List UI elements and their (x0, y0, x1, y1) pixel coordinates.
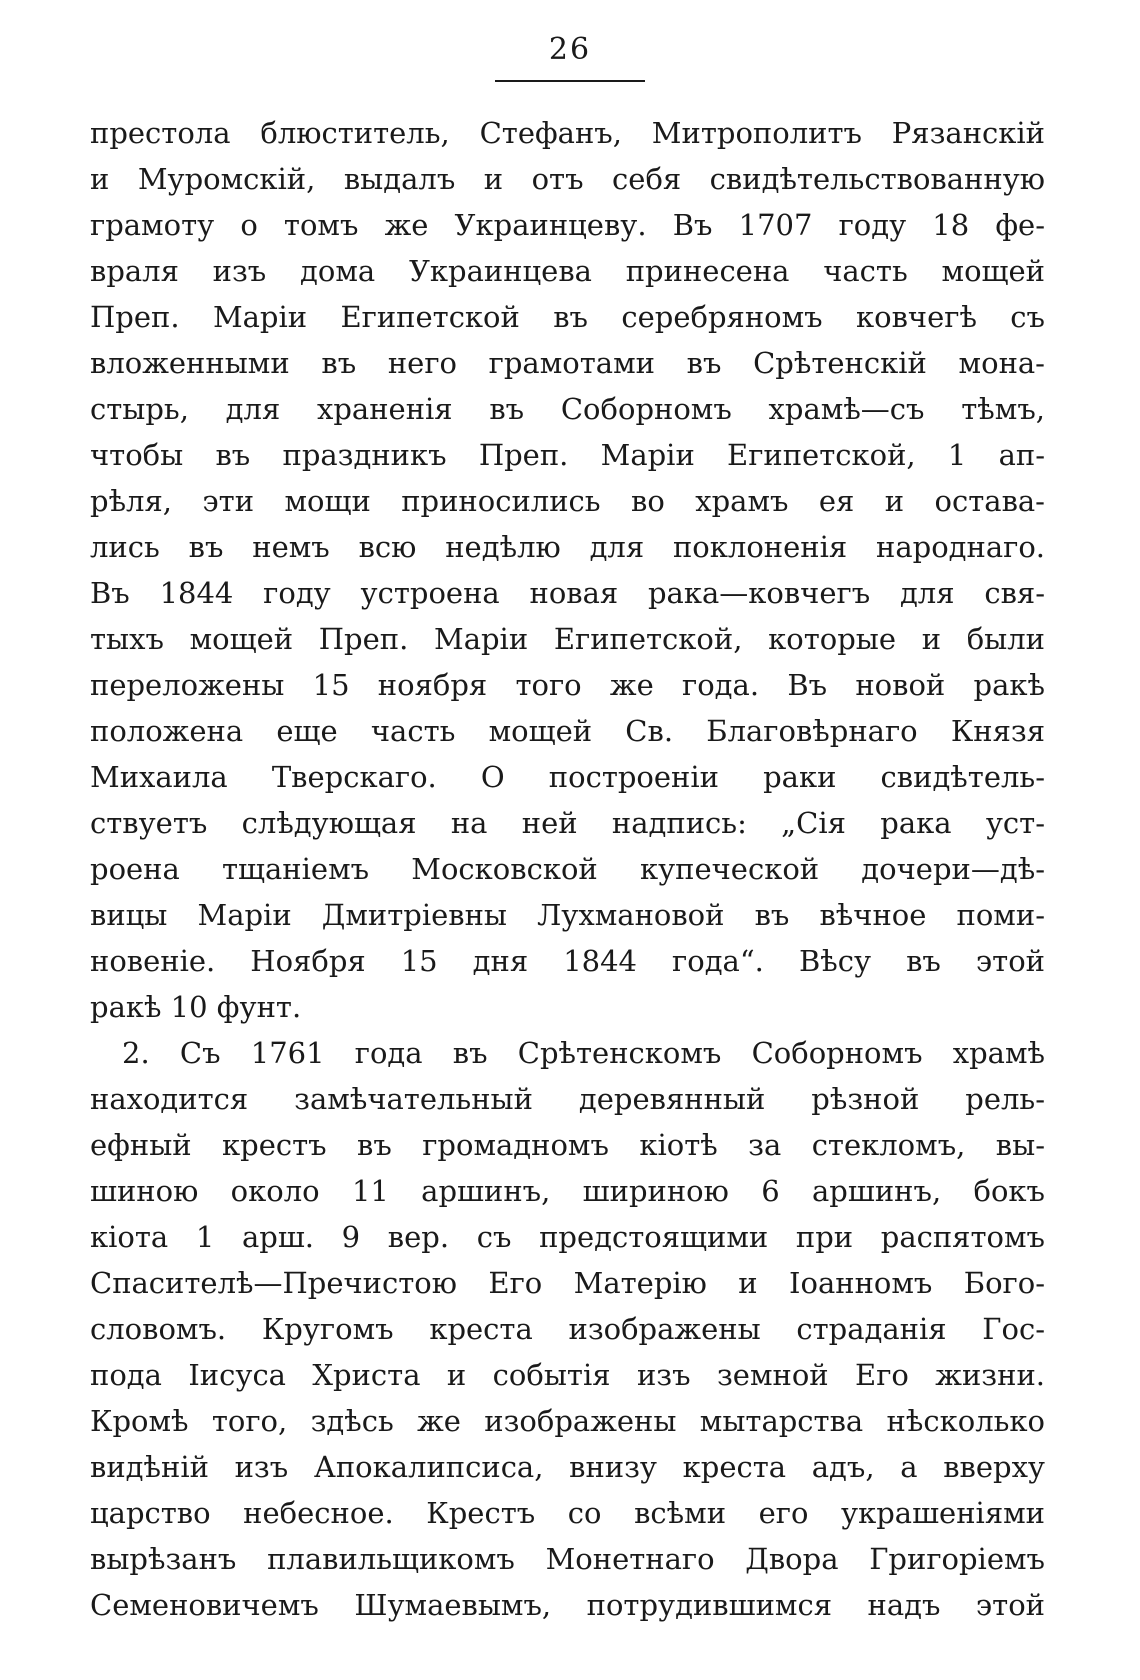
text-line: Преп. Маріи Египетской въ серебряномъ ковчегѣ съ (90, 300, 1045, 334)
text-line: ракѣ 10 фунт. (90, 990, 302, 1024)
text-line: тыхъ мощей Преп. Маріи Египетской, которые и были (90, 622, 1045, 656)
text-line: переложены 15 ноября того же года. Въ новой ракѣ (90, 668, 1045, 702)
text-line: вицы Маріи Дмитріевны Лухмановой въ вѣчное поми- (90, 898, 1045, 932)
text-line: и Муромскій, выдалъ и отъ себя свидѣтельствованную (90, 162, 1045, 196)
text-line: грамоту о томъ же Украинцеву. Въ 1707 году 18 фе- (90, 208, 1045, 242)
text-line: видѣній изъ Апокалипсиса, внизу креста адъ, а вверху (90, 1450, 1045, 1484)
text-line: находится замѣчательный деревянный рѣзной рель- (90, 1082, 1045, 1116)
text-line: ефный крестъ въ громадномъ кіотѣ за стекломъ, вы- (90, 1128, 1045, 1162)
text-line: царство небесное. Крестъ со всѣми его украшеніями (90, 1496, 1045, 1530)
paragraph-start-line: 2. Съ 1761 года въ Срѣтенскомъ Соборномъ храмѣ (122, 1036, 1045, 1070)
text-line: вложенными въ него грамотами въ Срѣтенскій мона- (90, 346, 1045, 380)
text-line: новеніе. Ноября 15 дня 1844 года“. Вѣсу въ этой (90, 944, 1045, 978)
text-line: положена еще часть мощей Св. Благовѣрнаго Князя (90, 714, 1045, 748)
body-text (90, 110, 1045, 1628)
text-line: Семеновичемъ Шумаевымъ, потрудившимся надъ этой (90, 1588, 1045, 1622)
header-rule (495, 80, 645, 82)
text-line: чтобы въ праздникъ Преп. Маріи Египетской, 1 ап- (90, 438, 1045, 472)
text-line: престола блюститель, Стефанъ, Митрополитъ Рязанскій (90, 116, 1045, 150)
text-line: вырѣзанъ плавильщикомъ Монетнаго Двора Григоріемъ (90, 1542, 1045, 1576)
text-line: Кромѣ того, здѣсь же изображены мытарства нѣсколько (90, 1404, 1045, 1438)
text-line: пода Іисуса Христа и событія изъ земной Его жизни. (90, 1358, 1045, 1392)
text-line: лись въ немъ всю недѣлю для поклоненія народнаго. (90, 530, 1045, 564)
text-line: Михаила Тверскаго. О построеніи раки свидѣтель- (90, 760, 1045, 794)
text-line: стырь, для храненія въ Соборномъ храмѣ—съ тѣмъ, (90, 392, 1045, 426)
text-line: враля изъ дома Украинцева принесена часть мощей (90, 254, 1045, 288)
text-line: Спасителѣ—Пречистою Его Матерію и Іоанномъ Бого- (90, 1266, 1045, 1300)
text-line: кіота 1 арш. 9 вер. съ предстоящими при распятомъ (90, 1220, 1045, 1254)
text-line: словомъ. Кругомъ креста изображены страданія Гос- (90, 1312, 1045, 1346)
page-number: 26 (548, 32, 592, 67)
text-line: роена тщаніемъ Московской купеческой дочери—дѣ- (90, 852, 1045, 886)
text-line: шиною около 11 аршинъ, шириною 6 аршинъ, бокъ (90, 1174, 1045, 1208)
text-line: ствуетъ слѣдующая на ней надпись: „Сія рака уст- (90, 806, 1045, 840)
text-line: Въ 1844 году устроена новая рака—ковчегъ для свя- (90, 576, 1045, 610)
text-line: рѣля, эти мощи приносились во храмъ ея и остава- (90, 484, 1045, 518)
